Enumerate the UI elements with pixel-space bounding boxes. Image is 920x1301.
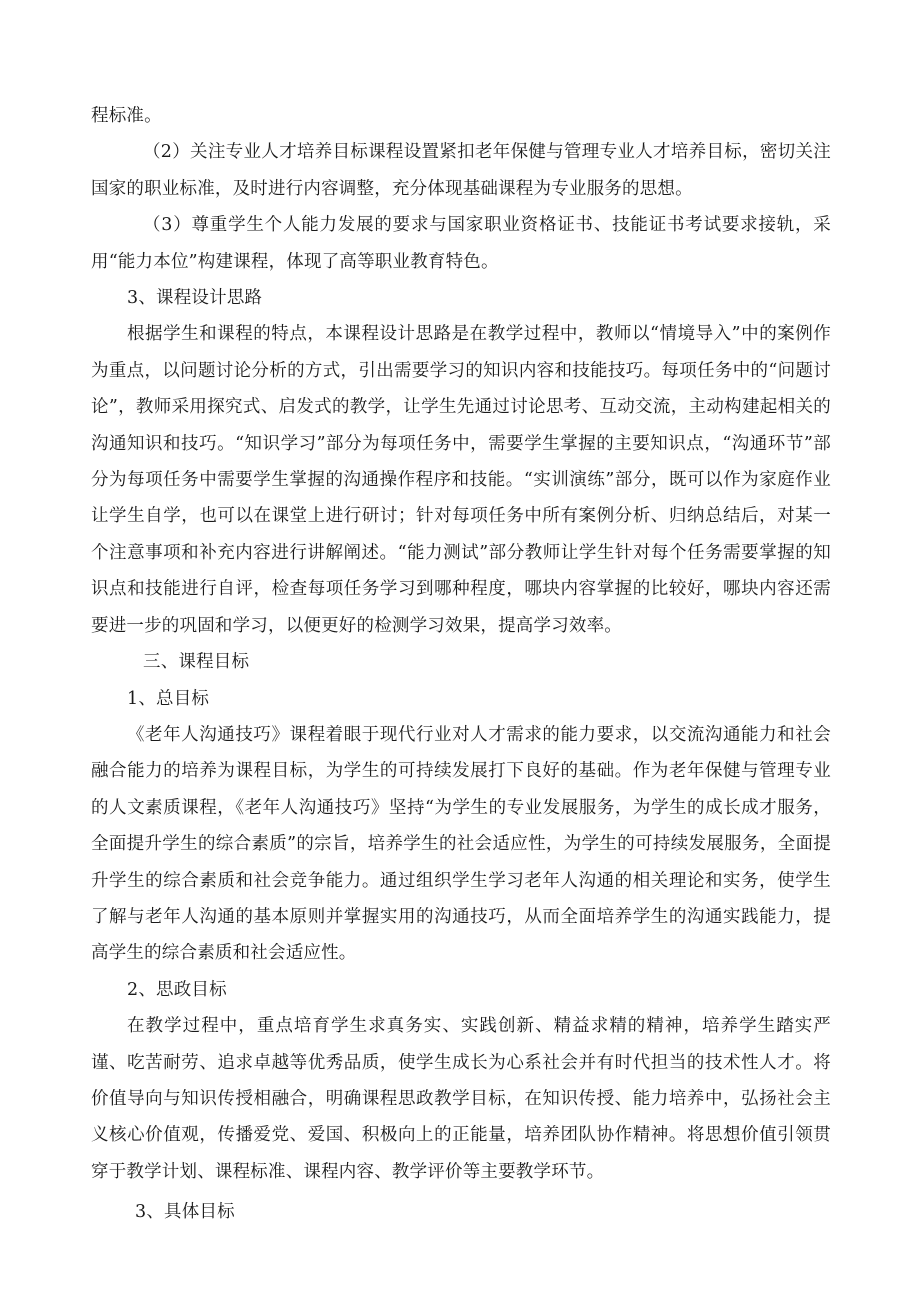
heading-course-goals: 三、课程目标 [143,652,250,673]
paragraph-overall-goal: 《老年人沟通技巧》课程着眼于现代行业对人才需求的能力要求，以交流沟通能力和社会融合能力的培养为课程目标，为学生的可持续发展打下良好的基础。作为老年保健与管理专业的人文素质课程，《老年人沟通技巧》坚持“为学生的专业发展服务，为学生的成长成才服务，全面提升学生的综合素质”的宗旨，培养学生的社会适应性，为学生的可持续发展服务，全面提升学生的综合素质和社会竞争能力。通过组织学生学习老年人沟通的相关理论和实务，使学生了解与老年人沟通的基本原则并掌握实用的沟通技巧，从而全面培养学生的沟通实践能力，提高学生的综合素质和社会适应性。 [91,724,831,964]
paragraph-focus-talent: （2）关注专业人才培养目标课程设置紧扣老年保健与管理专业人才培养目标，密切关注国家的职业标准，及时进行内容调整，充分体现基础课程为专业服务的思想。 [91,142,831,199]
paragraph-ideology-goal: 在教学过程中，重点培育学生求真务实、实践创新、精益求精的精神，培养学生踏实严谨、吃苦耐劳、追求卓越等优秀品质，使学生成长为心系社会并有时代担当的技术性人才。将价值导向与知识传授相融合，明确课程思政教学目标，在知识传授、能力培养中，弘扬社会主义核心价值观，传播爱党、爱国、积极向上的正能量，培养团队协作精神。将思想价值引领贯穿于教学计划、课程标准、课程内容、教学评价等主要教学环节。 [91,1016,831,1182]
paragraph-design-idea: 根据学生和课程的特点，本课程设计思路是在教学过程中，教师以“情境导入”中的案例作为重点，以问题讨论分析的方式，引出需要学习的知识内容和技能技巧。每项任务中的“问题讨论”，教师采用探究式、启发式的教学，让学生先通过讨论思考、互动交流，主动构建起相关的沟通知识和技巧。“知识学习”部分为每项任务中，需要学生掌握的主要知识点，“沟通环节”部分为每项任务中需要学生掌握的沟通操作程序和技能。“实训演练”部分，既可以作为家庭作业让学生自学，也可以在课堂上进行研讨；针对每项任务中所有案例分析、归纳总结后，对某一个注意事项和补充内容进行讲解阐述。“能力测试”部分教师让学生针对每个任务需要掌握的知识点和技能进行自评，检查每项任务学习到哪种程度，哪块内容掌握的比较好，哪块内容还需要进一步的巩固和学习，以便更好的检测学习效果，提高学习效率。 [91,324,831,636]
heading-design-idea: 3、课程设计思路 [127,288,263,309]
paragraph-respect-students: （3）尊重学生个人能力发展的要求与国家职业资格证书、技能证书考试要求接轨，采用“能力本位”构建课程，体现了高等职业教育特色。 [91,215,831,272]
heading-ideology-goal: 2、思政目标 [127,979,227,1000]
heading-specific-goal: 3、具体目标 [135,1202,235,1223]
document-body [91,98,831,1231]
heading-overall-goal: 1、总目标 [127,688,210,709]
paragraph-carryover: 程标准。 [91,106,162,126]
